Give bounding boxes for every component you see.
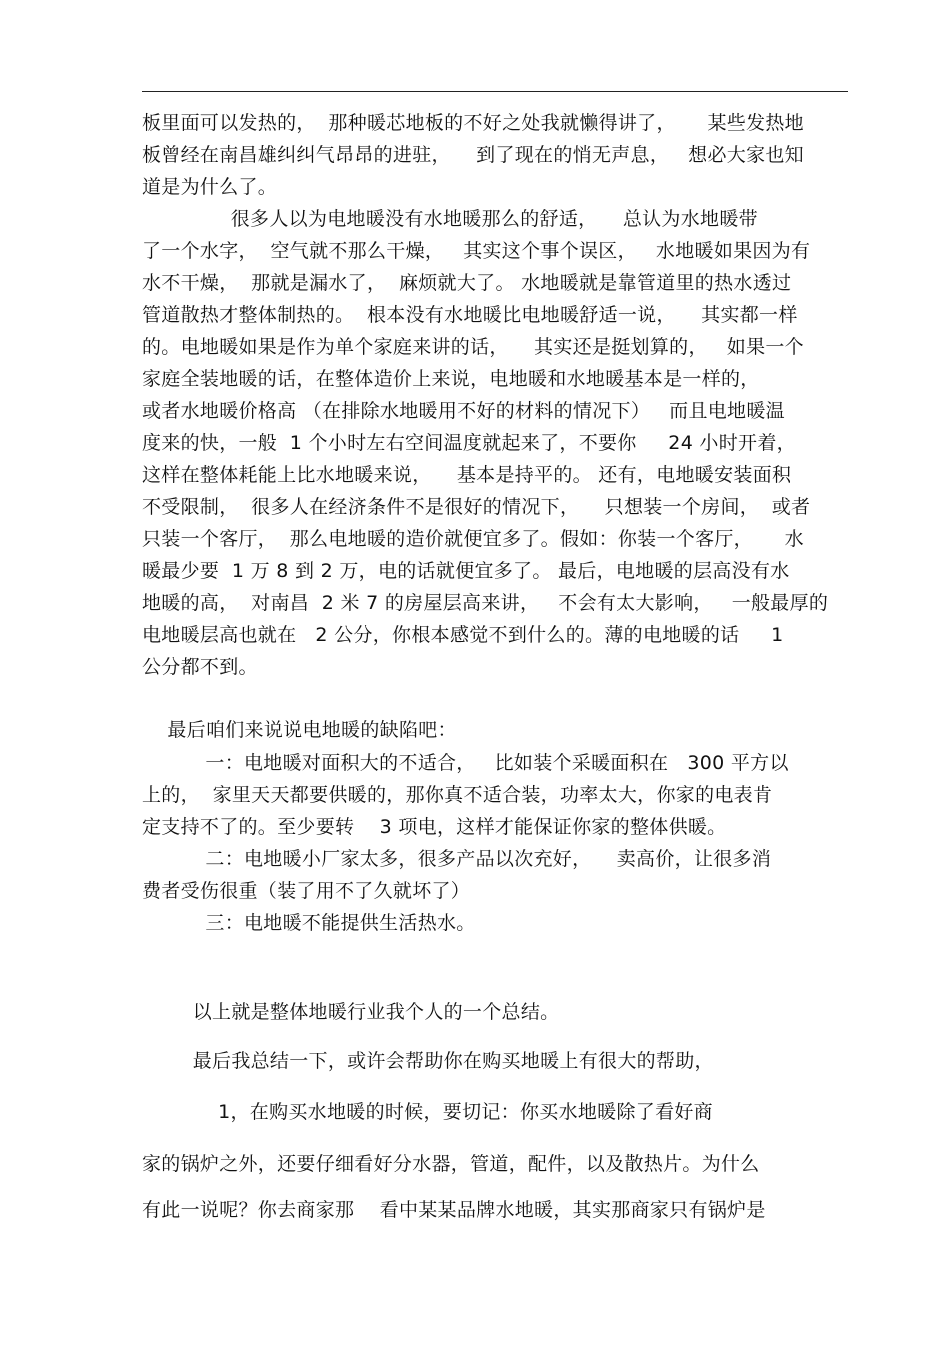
text-line: 不受限制， 很多人在经济条件不是很好的情况下， 只想装一个房间， 或者 — [142, 496, 811, 518]
text-line: 电地暖层高也就在 2 公分，你根本感觉不到什么的。薄的电地暖的话 1 — [142, 624, 784, 646]
text-line: 板里面可以发热的， 那种暖芯地板的不好之处我就懒得讲了， 某些发热地 — [142, 112, 804, 134]
text-line: 水不干燥， 那就是漏水了， 麻烦就大了。 水地暖就是靠管道里的热水透过 — [142, 272, 792, 294]
text-line: 公分都不到。 — [142, 656, 258, 678]
text-line: 以上就是整体地暖行业我个人的一个总结。 — [142, 1001, 560, 1023]
text-line: 这样在整体耗能上比水地暖来说， 基本是持平的。 还有，电地暖安装面积 — [142, 464, 792, 486]
text-line: 板曾经在南昌雄纠纠气昂昂的进驻， 到了现在的悄无声息， 想必大家也知 — [142, 144, 804, 166]
text-line: 定支持不了的。至少要转 3 项电，这样才能保证你家的整体供暖。 — [142, 816, 727, 838]
text-line: 或者水地暖价格高 （在排除水地暖用不好的材料的情况下） 而且电地暖温 — [142, 400, 785, 422]
text-line: 很多人以为电地暖没有水地暖那么的舒适， 总认为水地暖带 — [142, 208, 758, 230]
text-line: 最后我总结一下，或许会帮助你在购买地暖上有很大的帮助， — [142, 1050, 714, 1072]
text-line: 一：电地暖对面积大的不适合， 比如装个采暖面积在 300 平方以 — [142, 752, 789, 774]
text-line: 家的锅炉之外，还要仔细看好分水器，管道，配件，以及散热片。为什么 — [142, 1153, 760, 1175]
text-line: 地暖的高， 对南昌 2 米 7 的房屋层高来讲， 不会有太大影响， 一般最厚的 — [142, 592, 829, 614]
text-line: 了一个水字， 空气就不那么干燥， 其实这个事个误区， 水地暖如果因为有 — [142, 240, 811, 262]
text-line: 的。电地暖如果是作为单个家庭来讲的话， 其实还是挺划算的， 如果一个 — [142, 336, 804, 358]
text-line: 度来的快，一般 1 个小时左右空间温度就起来了，不要你 24 小时开着， — [142, 432, 796, 454]
text-line: 家庭全装地暖的话，在整体造价上来说，电地暖和水地暖基本是一样的， — [142, 368, 760, 390]
text-line: 暖最少要 1 万 8 到 2 万，电的话就便宜多了。 最后，电地暖的层高没有水 — [142, 560, 790, 582]
section-heading: 最后咱们来说说电地暖的缺陷吧： — [142, 719, 457, 741]
text-line: 二：电地暖小厂家太多，很多产品以次充好， 卖高价，让很多消 — [142, 848, 772, 870]
text-line: 1，在购买水地暖的时候，要切记：你买水地暖除了看好商 — [142, 1101, 713, 1123]
text-line: 费者受伤很重（装了用不了久就坏了） — [142, 880, 471, 902]
header-rule — [142, 91, 848, 92]
text-line: 有此一说呢？你去商家那 看中某某品牌水地暖，其实那商家只有锅炉是 — [142, 1199, 766, 1221]
text-line: 道是为什么了。 — [142, 176, 278, 198]
text-line: 只装一个客厅， 那么电地暖的造价就便宜多了。假如：你装一个客厅， 水 — [142, 528, 804, 550]
text-line: 管道散热才整体制热的。 根本没有水地暖比电地暖舒适一说， 其实都一样 — [142, 304, 798, 326]
text-line: 上的， 家里天天都要供暖的，那你真不适合装，功率太大，你家的电表肯 — [142, 784, 773, 806]
text-line: 三：电地暖不能提供生活热水。 — [142, 912, 476, 934]
